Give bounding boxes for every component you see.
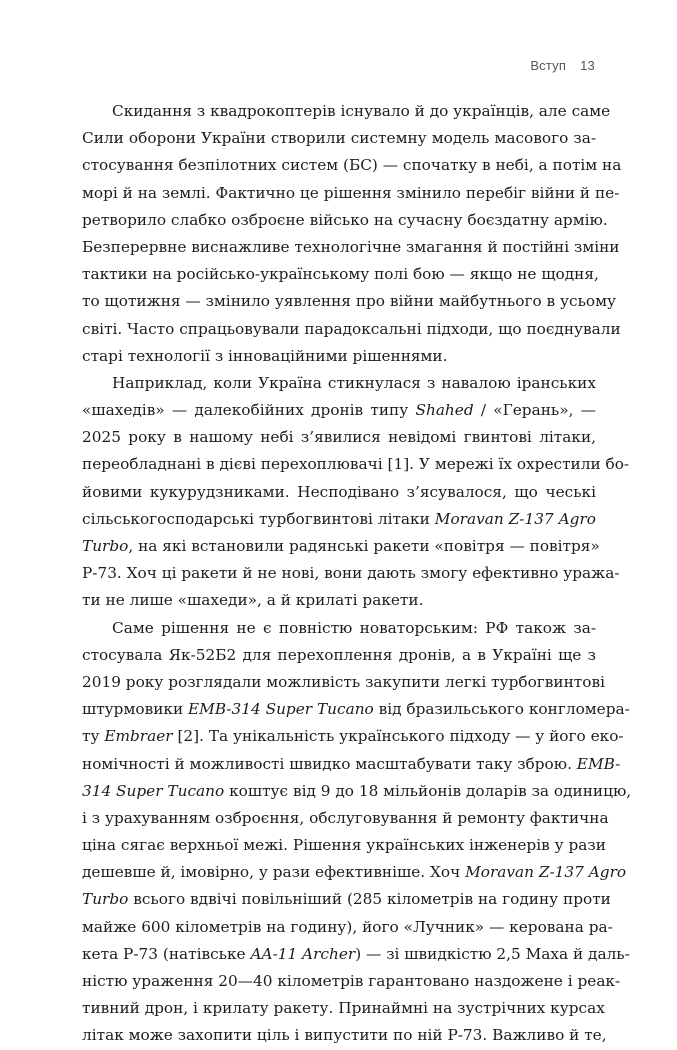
text-line: 2025 року в нашому небі з’явилися невідомі гвинтові літаки, [82, 428, 596, 447]
text-line: 314 Super Tucano коштує від 9 до 18 мільйонів доларів за одиницю, [82, 781, 632, 800]
text-line: «шахедів» — далекобійних дронів типу Shahed / «Герань», — [82, 401, 596, 420]
text-line: морі й на землі. Фактично це рішення змінило перебіг війни й пе- [82, 183, 620, 202]
text-line: Сили оборони України створили системну модель масового за- [82, 129, 596, 148]
body-text [82, 98, 632, 1050]
running-head [530, 58, 595, 73]
text-line: ту Embraer [2]. Та унікальність українського підходу — у його еко- [82, 727, 624, 746]
text-line: тактики на російсько-українському полі бою — якщо не щодня, [82, 265, 599, 284]
text-line: ністю ураження 20—40 кілометрів гарантовано наздожене і реак- [82, 972, 621, 990]
text-line: ціна сягає верхньої межі. Рішення українських інженерів у рази [82, 836, 606, 855]
section-title: Вступ [530, 58, 567, 73]
text-line: Скидання з квадрокоптерів існувало й до українців, але саме [112, 102, 611, 120]
text-line: світі. Часто спрацьовували парадоксальні підходи, що поєднували [82, 319, 621, 338]
text-line: то щотижня — змінило уявлення про війни майбутнього в усьому [82, 292, 617, 311]
text-line: Turbo всього вдвічі повільніший (285 кілометрів на годину проти [82, 890, 611, 909]
text-line: Р-73. Хоч ці ракети й не нові, вони дають змогу ефективно уража- [82, 564, 620, 583]
text-line: стосувала Як-52Б2 для перехоплення дронів, а в Україні ще з [82, 645, 596, 664]
text-line: йовими кукурудзниками. Несподівано з’ясувалося, що чеські [82, 482, 596, 501]
text-line: ретворило слабко озброєне військо на сучасну боєздатну армію. [82, 210, 608, 229]
text-line: Саме рішення не є повністю новаторським: РФ також за- [112, 618, 596, 637]
text-line: переобладнані в дієві перехоплювачі [1]. У мережі їх охрестили бо- [82, 455, 630, 474]
text-line: 2019 року розглядали можливість закупити легкі турбогвинтові [82, 672, 605, 691]
text-line: штурмовики EMB-314 Super Tucano від бразильського конгломера- [82, 700, 630, 719]
text-line: сільськогосподарські турбогвинтові літаки Moravan Z-137 Agro [82, 509, 596, 528]
text-line: ти не лише «шахеди», а й крилаті ракети. [82, 591, 424, 610]
text-line: Turbo, на які встановили радянські ракети «повітря — повітря» [82, 537, 600, 555]
text-line: літак може захопити ціль і випустити по ній Р-73. Важливо й те, [82, 1026, 607, 1045]
text-line: майже 600 кілометрів на годину), його «Лучник» — керована ра- [82, 917, 613, 936]
page-number: 13 [580, 58, 595, 73]
text-line: дешевше й, імовірно, у рази ефективніше. Хоч Moravan Z-137 Agro [82, 863, 627, 882]
text-line: номічності й можливості швидко масштабувати таку зброю. EMB- [82, 754, 621, 773]
text-line: старі технології з інноваційними рішеннями. [82, 346, 448, 365]
text-line: Безперервне виснажливе технологічне змагання й постійні зміни [82, 237, 620, 256]
text-line: Наприклад, коли Україна стикнулася з навалою іранських [112, 373, 596, 392]
text-line: кета Р-73 (натівське AA-11 Archer) — зі швидкістю 2,5 Маха й даль- [82, 944, 630, 963]
text-line: тивний дрон, і крилату ракету. Принаймні на зустрічних курсах [82, 999, 605, 1018]
text-line: і з урахуванням озброєння, обслуговування й ремонту фактична [82, 808, 609, 827]
text-line: стосування безпілотних систем (БС) — спочатку в небі, а потім на [82, 156, 622, 175]
